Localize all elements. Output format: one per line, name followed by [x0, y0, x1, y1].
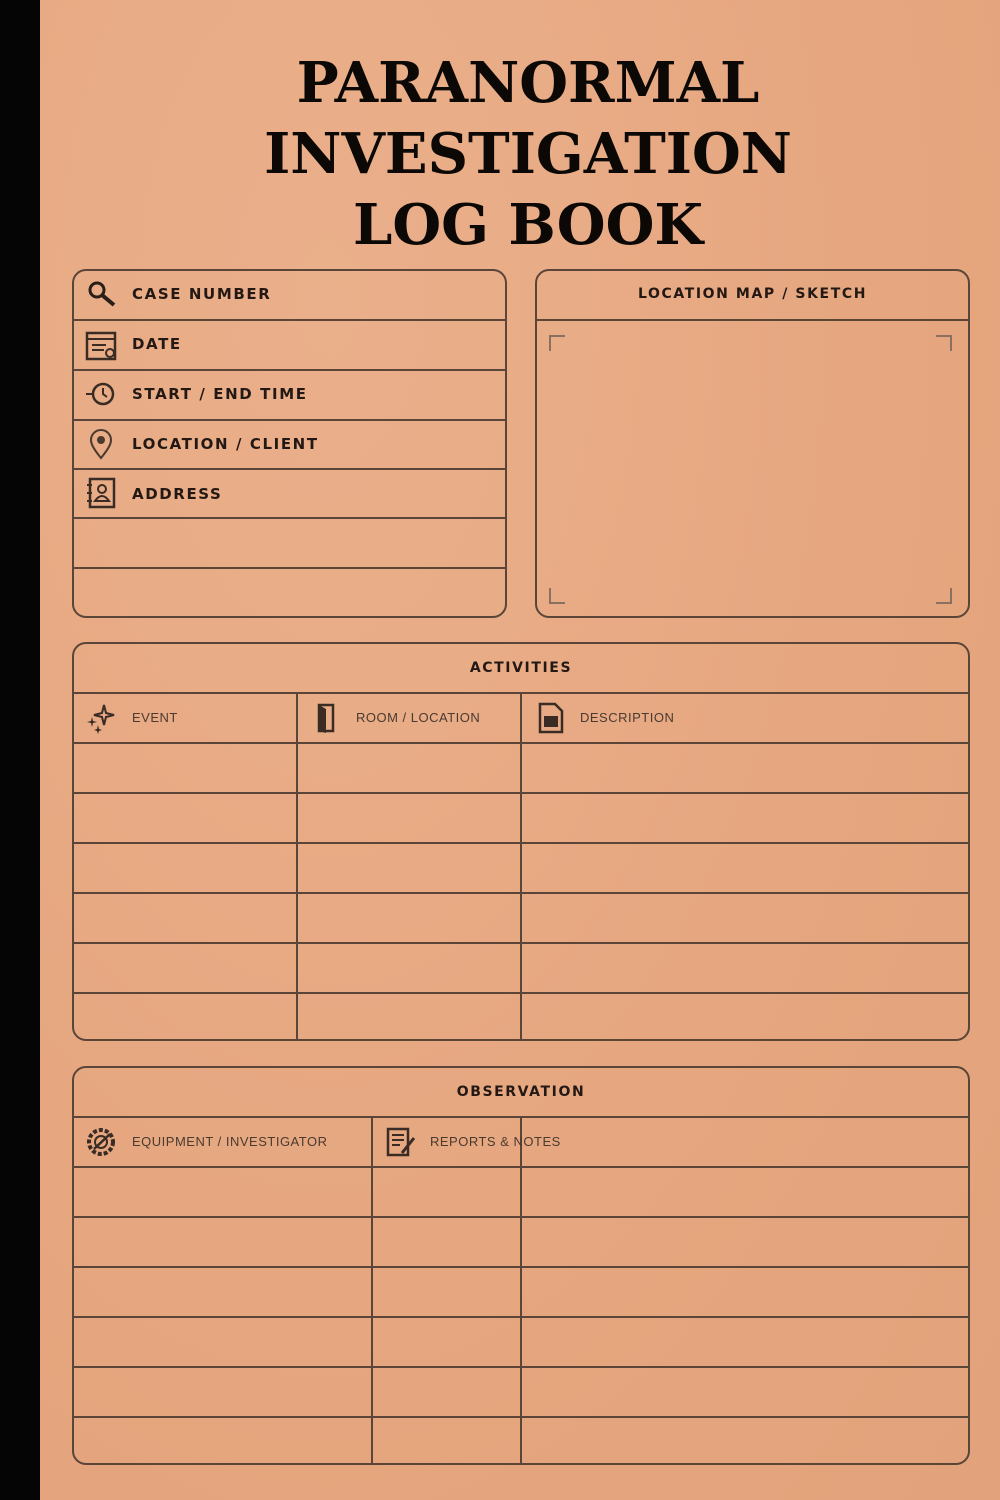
- equipment-investigator-column-header: EQUIPMENT / INVESTIGATOR: [132, 1134, 328, 1149]
- case-number-label: CASE NUMBER: [132, 285, 272, 303]
- document-icon: [534, 701, 568, 735]
- calendar-icon: [84, 328, 118, 362]
- title-line-1: PARANORMAL: [296, 50, 760, 116]
- sketch-corner-top-right: [936, 335, 952, 351]
- room-location-column-header: ROOM / LOCATION: [356, 710, 481, 725]
- door-icon: [310, 701, 344, 735]
- sketch-corner-bottom-left: [549, 588, 565, 604]
- map-pin-icon: [84, 427, 118, 461]
- location-map-title: LOCATION MAP / SKETCH: [637, 286, 868, 302]
- clock-icon: [84, 377, 118, 411]
- observation-title: OBSERVATION: [456, 1084, 586, 1100]
- gear-icon: [84, 1125, 118, 1159]
- description-column-header: DESCRIPTION: [580, 710, 675, 725]
- book-spine: [0, 0, 40, 1500]
- location-map-box: [535, 269, 970, 618]
- case-info-box: [72, 269, 507, 618]
- magnifier-icon: [84, 277, 118, 311]
- notes-icon: [384, 1125, 418, 1159]
- address-book-icon: [84, 476, 118, 510]
- title-line-2: INVESTIGATION: [264, 121, 792, 187]
- sketch-corner-top-left: [549, 335, 565, 351]
- sparkles-icon: [84, 701, 118, 735]
- sketch-corner-bottom-right: [936, 588, 952, 604]
- start-end-time-label: START / END TIME: [132, 385, 308, 403]
- location-client-label: LOCATION / CLIENT: [132, 435, 319, 453]
- title-line-3: LOG BOOK: [352, 192, 704, 258]
- observation-table: [72, 1066, 970, 1465]
- date-label: DATE: [132, 335, 182, 353]
- reports-notes-column-header: REPORTS & NOTES: [430, 1134, 561, 1149]
- activities-table: [72, 642, 970, 1041]
- event-column-header: EVENT: [132, 710, 178, 725]
- address-label: ADDRESS: [132, 485, 223, 503]
- activities-title: ACTIVITIES: [469, 660, 573, 676]
